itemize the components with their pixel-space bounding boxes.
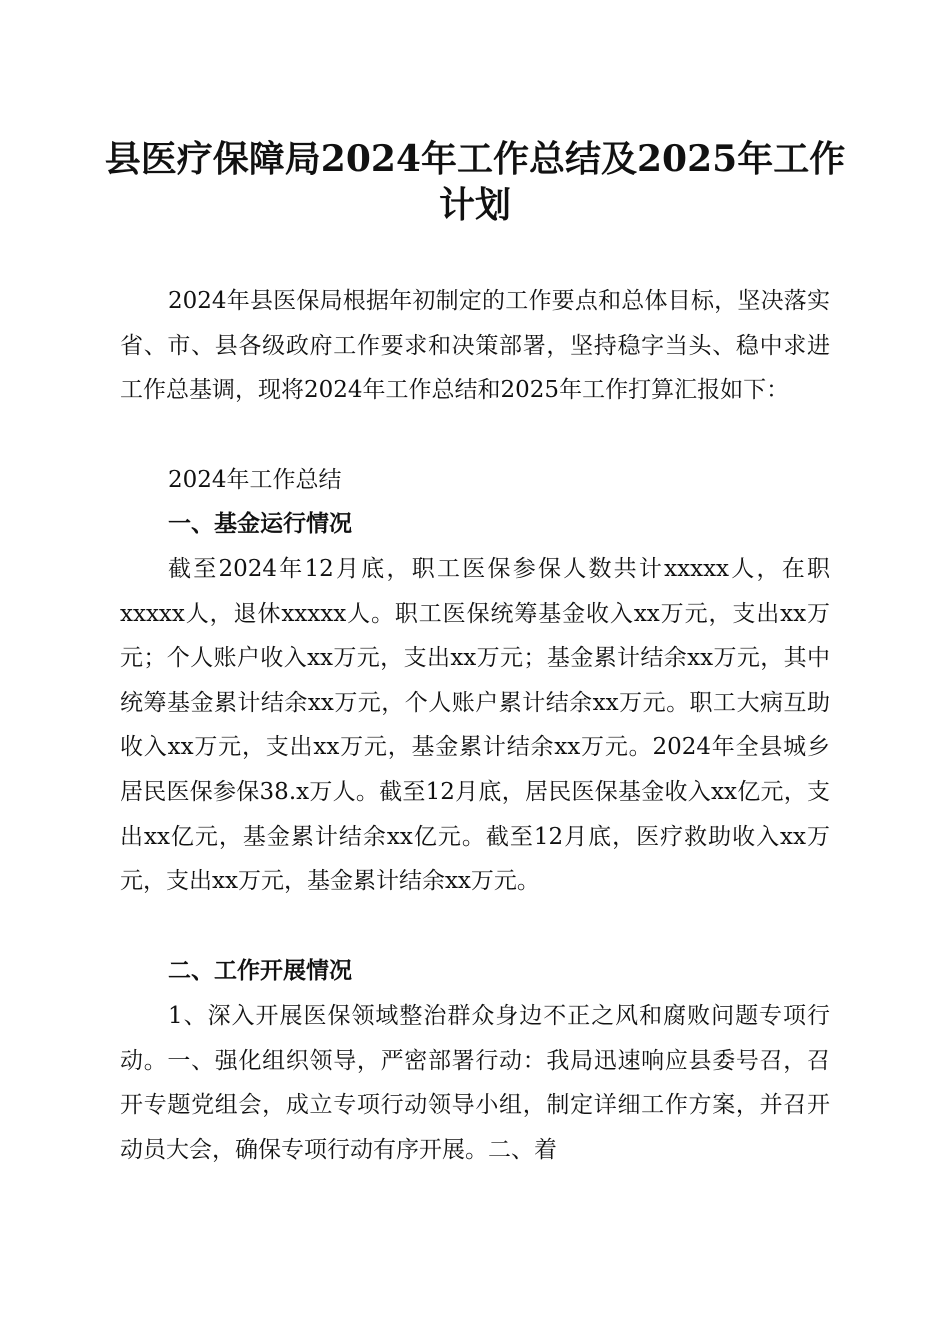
intro-paragraph: 2024年县医保局根据年初制定的工作要点和总体目标，坚决落实省、市、县各级政府工作要求和决策部署，坚持稳字当头、稳中求进工作总基调，现将2024年工作总结和2025年工作打算汇报如下： <box>120 288 830 404</box>
document-title-line-2: 计划 <box>438 184 511 226</box>
summary-subtitle: 2024年工作总结 <box>168 467 342 493</box>
work-progress-paragraph: 1、深入开展医保领域整治群众身边不正之风和腐败问题专项行动。一、强化组织领导，严密部署行动：我局迅速响应县委号召，召开专题党组会，成立专项行动领导小组，制定详细工作方案，并召开动员大会，确保专项行动有序开展。二、着 <box>120 1003 830 1163</box>
fund-operation-paragraph: 截至2024年12月底，职工医保参保人数共计xxxxx人，在职xxxxx人，退休xxxxx人。职工医保统筹基金收入xx万元，支出xx万元；个人账户收入xx万元，支出xx万元；基金累计结余xx万元，其中统筹基金累计结余xx万元，个人账户累计结余xx万元。职工大病互助收入xx万元，支出xx万元，基金累计结余xx万元。2024年全县城乡居民医保参保38.x万人。截至12月底，居民医保基金收入xx亿元，支出xx亿元，基金累计结余xx亿元。截至12月底，医疗救助收入xx万元，支出xx万元，基金累计结余xx万元。 <box>120 556 830 895</box>
section-heading-fund-operation: 一、基金运行情况 <box>168 511 352 537</box>
section-heading-work-progress: 二、工作开展情况 <box>168 958 352 984</box>
document-title-line-1: 县医疗保障局2024年工作总结及2025年工作 <box>104 138 846 180</box>
